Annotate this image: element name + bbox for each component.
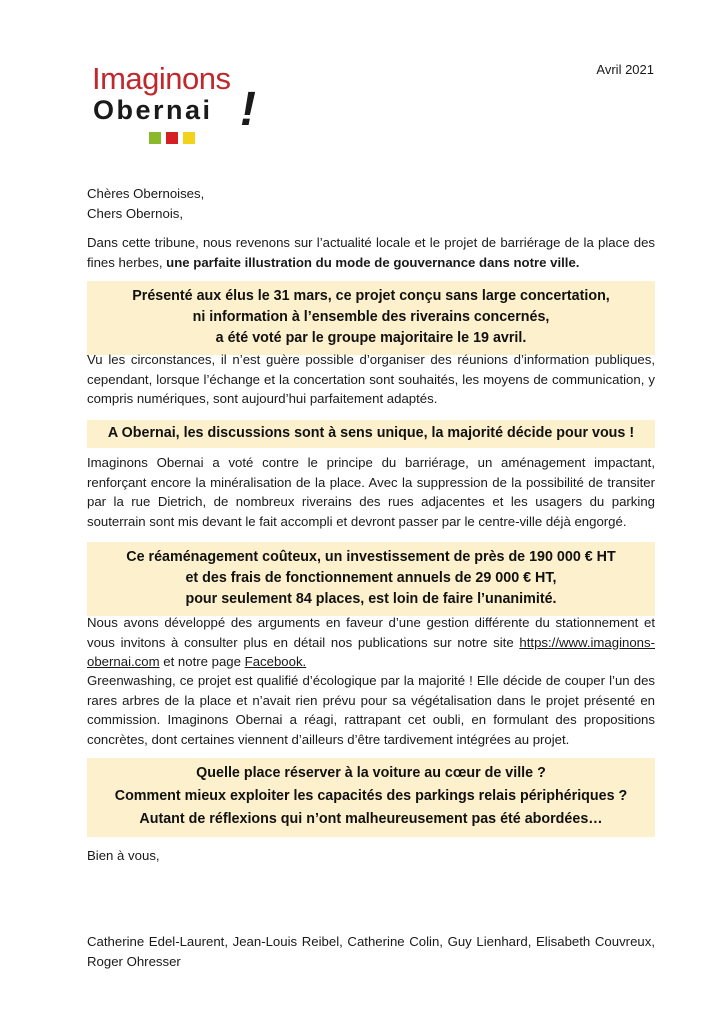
paragraph-arguments (87, 613, 655, 672)
logo-text-imaginons: Imaginons (92, 61, 231, 96)
greeting-line-2: Chers Obernois, (87, 205, 184, 221)
paragraph-vote-against: Imaginons Obernai a voté contre le principe du barriérage, un aménagement impactant, renforçant encore la minéralisation de la place. Avec la suppression de la possibilité de transiter par la rue Dietrich, de nombreux riverains des rues adjacentes et les usagers du parking souterrain sont mis devant le fait accompli et devront passer par le centre-ville déjà engorgé. (87, 455, 655, 529)
facebook-link[interactable]: Facebook. (244, 654, 307, 669)
box4-line-2: Comment mieux exploiter les capacités des parkings relais périphériques ? (114, 788, 628, 804)
paragraph-circumstances: Vu les circonstances, il n’est guère possible d’organiser des réunions d’information publiques, cependant, lorsque l’échange et la concertation sont souhaités, les moyens de communication, y compris numériques, sont aujourd’hui parfaitement adaptés. (87, 352, 655, 406)
highlight-box-cost (87, 542, 655, 616)
box3-line-2: et des frais de fonctionnement annuels de 29 000 € HT, (185, 570, 557, 586)
paragraph-greenwashing: Greenwashing, ce projet est qualifié d’écologique par la majorité ! Elle décide de couper l’un des rares arbres de la place et n’avait rien prévu pour sa végétalisation dans le projet présenté en commission. Imaginons Obernai a réagi, rattrapant cet oubli, en formulant des propositions concrètes, dont certaines viennent d’ailleurs d’être tardivement intégrées au projet. (87, 673, 655, 747)
box1-line-1: Présenté aux élus le 31 mars, ce projet conçu sans large concertation, (132, 288, 610, 304)
box1-line-2: ni information à l’ensemble des riverains concernés, (192, 309, 550, 325)
box4-line-1: Quelle place réserver à la voiture au cœur de ville ? (196, 765, 546, 781)
logo-exclamation: ! (240, 83, 256, 136)
intro-paragraph (87, 233, 655, 272)
para3-text-2: et notre page (159, 654, 245, 669)
para3-text-1: Nous avons développé des arguments en faveur d’une gestion différente du stationnement et vous invitons à consulter plus en détail nos publications sur notre site (87, 615, 655, 650)
logo-square-red (166, 132, 178, 144)
document-date: Avril 2021 (596, 62, 654, 77)
closing: Bien à vous, (87, 848, 160, 863)
box3-line-3: pour seulement 84 places, est loin de faire l’unanimité. (185, 591, 557, 607)
box1-line-3: a été voté par le groupe majoritaire le 19 avril. (215, 330, 527, 346)
logo-square-yellow (183, 132, 195, 144)
greeting-line-1: Chères Obernoises, (87, 186, 205, 201)
website-link[interactable]: https://www.imaginons-obernai.com (87, 634, 655, 669)
highlight-box-vote (87, 281, 655, 355)
intro-bold: une parfaite illustration du mode de gouvernance dans notre ville. (166, 254, 580, 270)
signatures: Catherine Edel-Laurent, Jean-Louis Reibel, Catherine Colin, Guy Lienhard, Elisabeth Couvreux, Roger Ohresser (87, 934, 655, 969)
greeting (87, 184, 655, 223)
highlight-box-majority (87, 420, 655, 448)
intro-text: Dans cette tribune, nous revenons sur l’actualité locale et le projet de barriérage de la place des fines herbes, (87, 235, 655, 270)
logo-square-green (149, 132, 161, 144)
highlight-box-questions (87, 758, 655, 837)
logo (92, 62, 272, 148)
box2-line-1: A Obernai, les discussions sont à sens unique, la majorité décide pour vous ! (107, 425, 635, 441)
box4-line-3: Autant de réflexions qui n’ont malheureusement pas été abordées… (139, 811, 603, 827)
logo-text-obernai: Obernai (93, 95, 213, 125)
box3-line-1: Ce réaménagement coûteux, un investissement de près de 190 000 € HT (126, 549, 616, 565)
